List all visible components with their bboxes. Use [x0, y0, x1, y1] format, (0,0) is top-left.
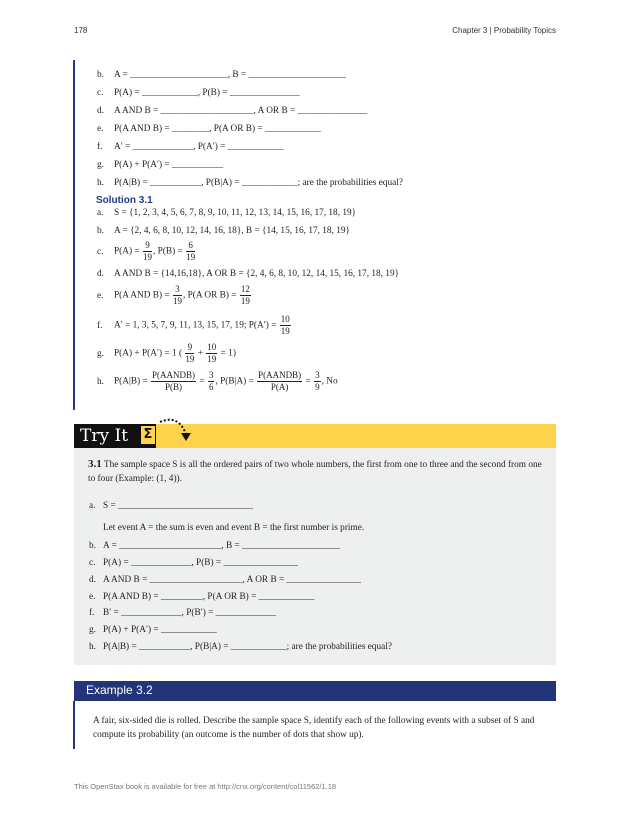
footer-text: This OpenStax book is available for free at http://cnx.org/content/col11562/1.18	[74, 782, 337, 791]
tryit-item: h. P(A|B) = ___________, P(B|A) = ____________; are the probabilities equal?	[89, 642, 392, 652]
solution-a: a. S = {1, 2, 3, 4, 5, 6, 7, 8, 9, 10, 11, 12, 13, 14, 15, 16, 17, 18, 19}	[97, 208, 357, 218]
example-title: Example 3.2	[86, 683, 153, 697]
fraction: $\frac{9}{19}$	[142, 240, 152, 262]
fraction: $\frac{10}{19}$	[207, 342, 217, 364]
tryit-a: a. S = _____________________________	[89, 501, 253, 511]
fraction: $\frac{9}{19}$	[185, 342, 195, 364]
tryit-number: 3.1	[88, 458, 102, 470]
exercise-item: c. P(A) = ____________, P(B) = _______________	[97, 88, 300, 98]
tryit-title: Try It	[80, 426, 129, 446]
fraction: $\frac{3}{9}$	[315, 370, 320, 392]
tryit-item: d. A AND B = ____________________, A OR B = ________________	[89, 575, 361, 585]
fraction: $\frac{10}{19}$	[280, 314, 290, 336]
fraction: $\frac{3}{19}$	[172, 284, 182, 306]
fraction: $\frac{3}{6}$	[208, 370, 214, 392]
section-rule	[73, 60, 75, 410]
tryit-item: f. B′ = _____________, P(B′) = _____________	[89, 608, 277, 618]
dotted-arrow-icon	[150, 414, 192, 444]
solution-b: b. A = {2, 4, 6, 8, 10, 12, 14, 16, 18}, B = {14, 15, 16, 17, 18, 19}	[97, 226, 350, 236]
exercise-item: b. A = _____________________, B = _____________________	[97, 70, 347, 80]
tryit-item: c. P(A) = _____________, P(B) = ________________	[89, 558, 298, 568]
exercise-item: d. A AND B = ____________________, A OR B = _______________	[97, 106, 368, 116]
page-number: 178	[74, 26, 88, 35]
solution-f: f. A′ = 1, 3, 5, 7, 9, 11, 13, 15, 17, 19; P(A′) = $\frac{10}{19}$	[97, 314, 290, 336]
solution-e: e. P(A AND B) = $\frac{3}{19}$ , P(A OR B) = $\frac{12}{19}$	[97, 284, 250, 306]
fraction: $\frac{\text{P(AANDB)}}{P(A)}$	[258, 370, 302, 392]
exercise-item: e. P(A AND B) = ________, P(A OR B) = ____________	[97, 124, 321, 134]
solution-d: d. A AND B = {14,16,18}, A OR B = {2, 4, 6, 8, 10, 12, 14, 15, 16, 17, 18, 19}	[97, 269, 400, 279]
tryit-item: b. A = ______________________, B = _____________________	[89, 541, 340, 551]
solution-h: h. P(A|B) = $\frac{\text{P(AANDB)}}{P(B)}$ = $\frac{3}{6}$ , P(B|A) = $\frac{\text{P(AANDB)}}{P(A)}$ = $\frac{3}{9}$ , No	[97, 370, 338, 392]
chapter-title: Chapter 3 | Probability Topics	[452, 26, 556, 35]
fraction: $\frac{12}{19}$	[240, 284, 250, 306]
tryit-prompt: 3.1 The sample space S is all the ordered pairs of two whole numbers, the first from one to three and the second from one to four (Example: (1, 4)).	[88, 458, 542, 484]
exercise-item: g. P(A) + P(A′) = ___________	[97, 160, 224, 170]
exercise-item: h. P(A|B) = ___________, P(B|A) = ____________; are the probabilities equal?	[97, 178, 403, 188]
solution-c: c. P(A) = $\frac{9}{19}$ , P(B) = $\frac{6}{19}$	[97, 240, 196, 262]
example-text: A fair, six-sided die is rolled. Describe the sample space S, identify each of the following events with a subset of S and compute its probability (an outcome is the number of dots that show up).	[93, 716, 535, 740]
example-rule	[73, 701, 75, 749]
solution-title: Solution 3.1	[96, 195, 153, 206]
tryit-item: e. P(A AND B) = _________, P(A OR B) = ____________	[89, 592, 315, 602]
tryit-note: Let event A = the sum is even and event B = the first number is prime.	[103, 523, 365, 533]
fraction: $\frac{6}{19}$	[186, 240, 196, 262]
solution-g: g. P(A) + P(A′) = 1 ( $\frac{9}{19}$ + $\frac{10}{19}$ = 1)	[97, 342, 236, 364]
sigma-icon: Σ	[141, 426, 155, 444]
exercise-item: f. A′ = _____________, P(A′) = ____________	[97, 142, 284, 152]
tryit-item: g. P(A) + P(A′) = ____________	[89, 625, 217, 635]
fraction: $\frac{\text{P(AANDB)}}{P(B)}$	[152, 370, 196, 392]
